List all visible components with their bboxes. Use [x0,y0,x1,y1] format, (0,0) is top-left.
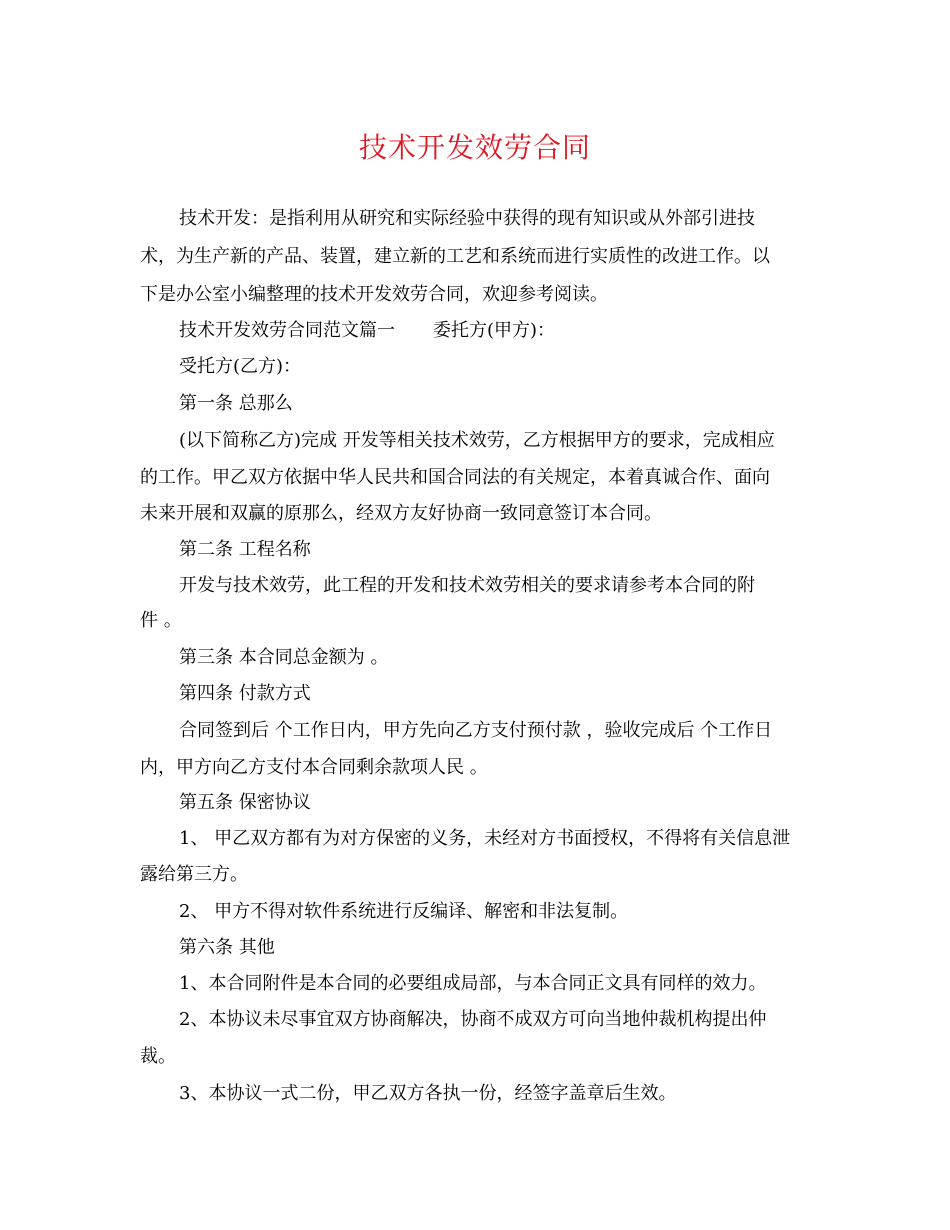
paragraph-line: 的工作。甲乙双方依据中华人民共和国合同法的有关规定，本着真诚合作、面向 [140,467,770,488]
article-heading: 第一条 总那么 [179,393,293,414]
paragraph-line: 1、 甲乙双方都有为对方保密的义务，未经对方书面授权，不得将有关信息泄 [179,828,791,849]
article-heading: 第六条 其他 [179,937,275,958]
paragraph-line: 露给第三方。 [140,864,248,885]
paragraph-line: 2、本协议未尽事宜双方协商解决，协商不成双方可向当地仲裁机构提出仲 [179,1009,767,1030]
paragraph-line: 1、本合同附件是本合同的必要组成局部，与本合同正文具有同样的效力。 [179,973,767,994]
client-party-label: 委托方(甲方)： [433,320,556,341]
paragraph-line: 2、 甲方不得对软件系统进行反编译、解密和非法复制。 [179,901,629,922]
article-heading: 第三条 本合同总金额为 。 [179,647,389,668]
paragraph-line: 术，为生产新的产品、装置，建立新的工艺和系统而进行实质性的改进工作。以 [140,246,770,267]
article-heading: 第五条 保密协议 [179,792,311,813]
heading-line [179,318,859,344]
article-heading: 第四条 付款方式 [179,683,311,704]
contractor-party-label: 受托方(乙方)： [179,356,302,377]
paragraph-line: 件 。 [140,610,182,631]
paragraph-line: 开发与技术效劳，此工程的开发和技术效劳相关的要求请参考本合同的附 [179,575,755,596]
paragraph-line: 裁。 [140,1046,176,1067]
paragraph-line: 技术开发：是指利用从研究和实际经验中获得的现有知识或从外部引进技 [179,208,755,229]
document-title: 技术开发效劳合同 [358,131,591,164]
paragraph-line: 内，甲方向乙方支付本合同剩余款项人民 。 [140,757,488,778]
paragraph-line: 3、本协议一式二份，甲乙双方各执一份，经签字盖章后生效。 [179,1083,677,1104]
article-heading: 第二条 工程名称 [179,539,311,560]
paragraph-line: 未来开展和双赢的原那么，经双方友好协商一致同意签订本合同。 [140,503,662,524]
paragraph-line: 下是办公室小编整理的技术开发效劳合同，欢迎参考阅读。 [140,284,608,305]
paragraph-line: 合同签到后 个工作日内，甲方先向乙方支付预付款 ，验收完成后 个工作日 [179,720,773,741]
paragraph-line: (以下简称乙方)完成 开发等相关技术效劳，乙方根据甲方的要求，完成相应 [179,430,775,451]
contract-sample-heading: 技术开发效劳合同范文篇一 [179,320,395,341]
